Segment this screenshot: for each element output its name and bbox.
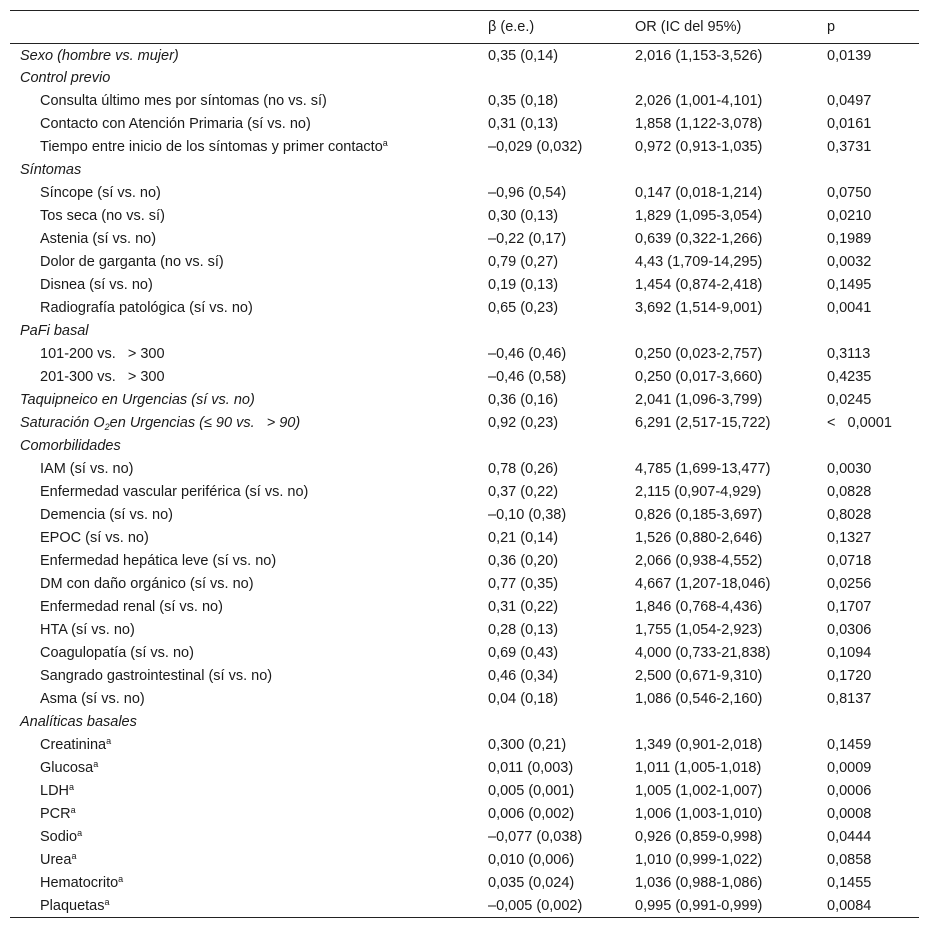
row-label-footnote-mark: a [69,782,75,792]
or-value: 0,639 (0,322-1,266) [635,231,763,247]
p-value: 0,1459 [827,737,872,753]
p-value: 0,0306 [827,622,872,638]
row-label-text: Plaquetas [40,897,105,914]
table-row [10,573,919,596]
table-row [10,389,919,412]
header-variable [10,11,488,44]
table-row [10,458,919,481]
or-value: 2,016 (1,153-3,526) [635,48,763,65]
beta-value: 0,04 (0,18) [488,691,559,707]
row-label [10,826,488,849]
row-label [10,734,488,757]
beta-value: 0,006 (0,002) [488,806,575,822]
row-label-text: Sangrado gastrointestinal (sí vs. no) [40,668,273,684]
beta-value: –0,22 (0,17) [488,231,567,247]
beta-value: 0,46 (0,34) [488,668,559,684]
beta-value: 0,35 (0,14) [488,48,559,65]
table-header [10,11,919,44]
or-value: 2,066 (0,938-4,552) [635,553,763,569]
row-label-text: Glucosa [40,760,94,776]
beta-value: 0,65 (0,23) [488,300,559,316]
p-value: 0,0210 [827,208,872,224]
row-label-footnote-mark: a [118,874,124,884]
table-row [10,182,919,205]
row-label [10,412,488,435]
table-row [10,734,919,757]
or-value: 1,011 (1,005-1,018) [635,760,762,776]
or-value: 0,926 (0,859-0,998) [635,829,763,845]
row-label-text: Saturación O [20,415,105,431]
row-label [10,435,488,458]
beta-value: –0,005 (0,002) [488,895,635,918]
row-label-text: Síncope (sí vs. no) [40,185,161,201]
or-value: 6,291 (2,517-15,722) [635,415,771,431]
beta-value: 0,28 (0,13) [488,622,559,638]
or-value [635,320,827,343]
beta-value: 0,69 (0,43) [488,645,559,661]
beta-value [488,320,635,343]
beta-value: 0,92 (0,23) [488,415,559,431]
row-label [10,895,488,918]
table-row [10,895,919,918]
table-row [10,205,919,228]
row-label [10,504,488,527]
table-row [10,803,919,826]
beta-value: 0,35 (0,18) [488,93,559,109]
row-label [10,596,488,619]
row-label-text: Sexo (hombre vs. mujer) [20,48,179,65]
table-row [10,113,919,136]
section-header-row [10,711,919,734]
p-value: 0,0006 [827,783,872,799]
row-label-subscript: 2 [104,422,110,432]
row-label-footnote-mark: a [104,896,110,907]
p-value: 0,1720 [827,668,872,684]
p-value [827,435,919,458]
row-label [10,665,488,688]
beta-value: 0,010 (0,006) [488,852,575,868]
row-label [10,757,488,780]
table-row [10,757,919,780]
beta-value: –0,029 (0,032) [488,139,583,155]
row-label-text: PaFi basal [20,323,89,339]
row-label [10,481,488,504]
table-row [10,780,919,803]
section-header-row [10,159,919,182]
or-value [635,711,827,734]
row-label-text: DM con daño orgánico (sí vs. no) [40,576,254,592]
row-label [10,136,488,159]
row-label [10,67,488,90]
or-value: 2,115 (0,907-4,929) [635,484,762,500]
row-label [10,251,488,274]
row-label-footnote-mark: a [71,851,77,861]
p-value: 0,1455 [827,875,872,891]
regression-table [10,10,919,918]
or-value: 0,995 (0,991-0,999) [635,895,827,918]
row-label [10,688,488,711]
row-label [10,642,488,665]
p-value: 0,1094 [827,645,872,661]
or-value: 3,692 (1,514-9,001) [635,300,763,316]
row-label-text: Contacto con Atención Primaria (sí vs. no) [40,116,311,132]
or-value: 2,041 (1,096-3,799) [635,392,763,408]
beta-value: 0,31 (0,13) [488,116,559,132]
p-value: 0,8137 [827,691,872,707]
row-label-text: Disnea (sí vs. no) [40,277,153,293]
or-value: 2,026 (1,001-4,101) [635,93,763,109]
or-value: 0,250 (0,017-3,660) [635,369,763,385]
row-label [10,366,488,389]
or-value: 4,000 (0,733-21,838) [635,645,771,661]
or-value: 0,250 (0,023-2,757) [635,346,763,362]
p-value: 0,0858 [827,852,872,868]
beta-value: –0,077 (0,038) [488,829,583,845]
p-value: 0,1989 [827,231,872,247]
row-label [10,205,488,228]
header-row [10,11,919,44]
table-row [10,481,919,504]
or-value: 1,349 (0,901-2,018) [635,737,763,753]
row-label-text-after: en Urgencias (≤ 90 vs. > 90) [109,415,301,431]
or-value: 4,43 (1,709-14,295) [635,254,763,270]
row-label [10,872,488,895]
row-label [10,803,488,826]
row-label-text: EPOC (sí vs. no) [40,530,149,546]
row-label [10,90,488,113]
table-row [10,504,919,527]
table-row [10,412,919,435]
p-value: 0,1707 [827,599,872,615]
p-value: 0,0009 [827,760,872,776]
or-value: 4,785 (1,699-13,477) [635,461,771,477]
p-value [827,67,919,90]
p-value: 0,0497 [827,93,872,109]
or-value: 1,858 (1,122-3,078) [635,116,763,132]
row-label-text: Asma (sí vs. no) [40,691,145,707]
row-label-text: IAM (sí vs. no) [40,461,134,477]
or-value: 1,755 (1,054-2,923) [635,622,763,638]
row-label-footnote-mark: a [77,828,83,838]
row-label [10,527,488,550]
beta-value: 0,79 (0,27) [488,254,559,270]
row-label-footnote-mark: a [70,805,76,815]
row-label-text: Coagulopatía (sí vs. no) [40,645,194,661]
or-value [635,67,827,90]
table-row [10,366,919,389]
p-value: 0,0139 [827,48,872,65]
p-value: 0,0245 [827,392,872,408]
row-label-text: Analíticas basales [20,714,137,730]
p-value: 0,0256 [827,576,872,592]
row-label-footnote-mark: a [93,759,99,769]
table-row [10,251,919,274]
or-value: 2,500 (0,671-9,310) [635,668,763,684]
beta-value: 0,36 (0,20) [488,553,559,569]
beta-value: 0,36 (0,16) [488,392,559,408]
row-label [10,320,488,343]
row-label [10,297,488,320]
row-label-text: Hematocrito [40,875,119,891]
p-value: < 0,0001 [827,415,892,431]
or-value: 0,826 (0,185-3,697) [635,507,763,523]
row-label-text: Enfermedad hepática leve (sí vs. no) [40,553,277,569]
p-value: 0,4235 [827,369,872,385]
header-beta: β (e.e.) [488,11,635,44]
row-label [10,780,488,803]
p-value [827,711,919,734]
table-row [10,90,919,113]
row-label-footnote-mark: a [106,736,112,746]
table-row [10,826,919,849]
row-label [10,44,488,67]
beta-value: 0,31 (0,22) [488,599,559,615]
row-label-text: Taquipneico en Urgencias (sí vs. no) [20,392,255,408]
p-value: 0,0032 [827,254,872,270]
beta-value [488,711,635,734]
table-row [10,274,919,297]
table-row [10,44,919,67]
row-label [10,849,488,872]
or-value: 0,972 (0,913-1,035) [635,139,763,155]
or-value: 1,526 (0,880-2,646) [635,530,763,546]
row-label-text: Astenia (sí vs. no) [40,231,157,247]
p-value: 0,1327 [827,530,872,546]
table-row [10,343,919,366]
p-value: 0,3113 [827,346,871,362]
row-label [10,113,488,136]
beta-value: 0,30 (0,13) [488,208,559,224]
table-row [10,642,919,665]
beta-value: 0,011 (0,003) [488,760,574,776]
beta-value: 0,19 (0,13) [488,277,559,293]
row-label-text: HTA (sí vs. no) [40,622,135,638]
or-value: 1,005 (1,002-1,007) [635,783,763,799]
beta-value: –0,96 (0,54) [488,185,567,201]
table-row [10,665,919,688]
table-row [10,849,919,872]
row-label-text: Enfermedad vascular periférica (sí vs. no) [40,484,309,500]
row-label [10,159,488,182]
p-value: 0,1495 [827,277,872,293]
beta-value [488,435,635,458]
p-value: 0,0030 [827,461,872,477]
table-row [10,297,919,320]
row-label-text: Control previo [20,70,111,86]
p-value [827,320,919,343]
row-label-text: Tos seca (no vs. sí) [40,208,165,224]
p-value: 0,3731 [827,139,872,155]
beta-value: 0,035 (0,024) [488,875,575,891]
p-value: 0,0161 [827,116,872,132]
row-label-footnote-mark: a [382,138,388,148]
beta-value: 0,78 (0,26) [488,461,559,477]
p-value: 0,8028 [827,507,872,523]
row-label-text: LDH [40,783,70,799]
p-value: 0,0084 [827,895,919,918]
beta-value: 0,300 (0,21) [488,737,567,753]
row-label-text: PCR [40,806,71,822]
row-label [10,228,488,251]
beta-value [488,159,635,182]
row-label [10,389,488,412]
row-label-text: Sodio [40,829,78,845]
or-value: 1,086 (0,546-2,160) [635,691,763,707]
p-value: 0,0008 [827,806,872,822]
row-label-text: Comorbilidades [20,438,121,454]
beta-value [488,67,635,90]
table-row [10,136,919,159]
row-label-text: Tiempo entre inicio de los síntomas y primer contacto [40,139,383,155]
or-value: 1,829 (1,095-3,054) [635,208,763,224]
section-header-row [10,67,919,90]
beta-value: –0,10 (0,38) [488,507,567,523]
row-label-text: Dolor de garganta (no vs. sí) [40,254,224,270]
table-row [10,872,919,895]
row-label-text: 101-200 vs. > 300 [40,346,165,362]
row-label-text: Consulta último mes por síntomas (no vs. sí) [40,93,327,109]
row-label [10,458,488,481]
p-value: 0,0444 [827,829,872,845]
row-label-text: Creatinina [40,737,107,753]
row-label-text: Radiografía patológica (sí vs. no) [40,300,253,316]
row-label-text: Enfermedad renal (sí vs. no) [40,599,223,615]
or-value [635,159,827,182]
p-value: 0,0041 [827,300,872,316]
beta-value: –0,46 (0,58) [488,369,567,385]
or-value: 4,667 (1,207-18,046) [635,576,771,592]
table-row [10,228,919,251]
table-row [10,688,919,711]
table-row [10,596,919,619]
row-label [10,711,488,734]
row-label [10,550,488,573]
p-value: 0,0750 [827,185,872,201]
row-label [10,619,488,642]
table-body [10,44,919,918]
section-header-row [10,435,919,458]
section-header-row [10,320,919,343]
row-label-text: Síntomas [20,162,82,178]
beta-value: 0,77 (0,35) [488,576,559,592]
row-label [10,343,488,366]
header-or: OR (IC del 95%) [635,11,827,44]
beta-value: 0,21 (0,14) [488,530,559,546]
table-row [10,619,919,642]
table-row [10,550,919,573]
or-value [635,435,827,458]
or-value: 1,006 (1,003-1,010) [635,806,763,822]
beta-value: –0,46 (0,46) [488,346,567,362]
header-p: p [827,11,919,44]
table-row [10,527,919,550]
or-value: 1,010 (0,999-1,022) [635,852,763,868]
or-value: 1,036 (0,988-1,086) [635,875,763,891]
row-label [10,573,488,596]
beta-value: 0,37 (0,22) [488,484,559,500]
row-label-text: Demencia (sí vs. no) [40,507,173,523]
p-value: 0,0828 [827,484,872,500]
or-value: 0,147 (0,018-1,214) [635,185,763,201]
p-value [827,159,919,182]
p-value: 0,0718 [827,553,872,569]
row-label-text: 201-300 vs. > 300 [40,369,165,385]
or-value: 1,454 (0,874-2,418) [635,277,763,293]
row-label [10,274,488,297]
row-label [10,182,488,205]
or-value: 1,846 (0,768-4,436) [635,599,763,615]
row-label-text: Urea [40,852,72,868]
beta-value: 0,005 (0,001) [488,783,575,799]
